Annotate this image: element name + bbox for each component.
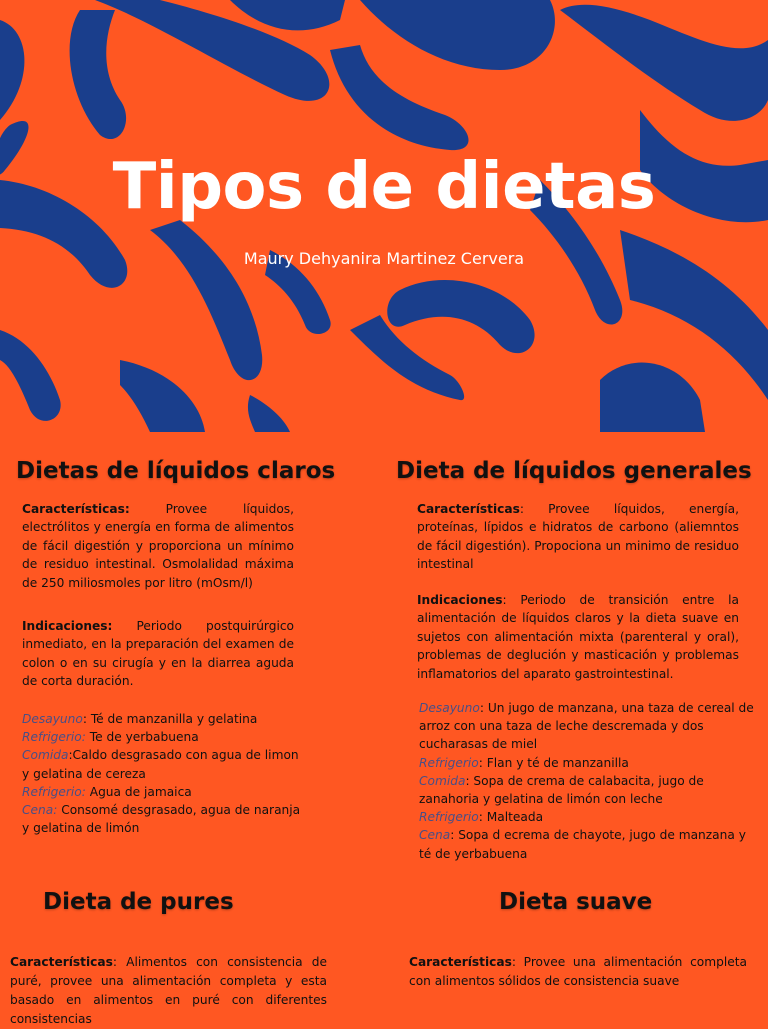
meal-label: Refrigerio: (22, 784, 86, 799)
menu-liquidos-claros (22, 710, 304, 837)
section-title-pures: Dieta de pures (43, 889, 234, 915)
meal-text: Un jugo de manzana, una taza de cereal de arroz con una taza de leche descremada y dos cucharasas de miel (419, 701, 754, 752)
meal-label: Refrigerio (419, 755, 479, 770)
caracteristicas-label: Características (417, 502, 520, 516)
caracteristicas-label: Características (10, 955, 113, 969)
menu-item: Refrigerio: Malteada (419, 810, 544, 825)
caracteristicas-label: Características: (22, 502, 130, 516)
caracteristicas-suave (409, 953, 747, 991)
menu-item: Desayuno: Un jugo de manzana, una taza de cereal de arroz con una taza de leche descremada y dos cucharasas de miel (419, 701, 754, 752)
caracteristicas-liquidos-generales (417, 500, 739, 574)
meal-label: Desayuno (22, 712, 83, 726)
meal-text: Malteada (486, 810, 544, 825)
caracteristicas-text: Provee líquidos, electrólitos y energía en forma de alimentos de fácil digestión y proporciona un mínimo de residuo intestinal. Osmolalidad máxima de 250 miliosmoles por litro (mOsm/l) (22, 502, 294, 590)
meal-label: Cena (419, 828, 451, 843)
caracteristicas-pures (10, 953, 327, 1029)
meal-text: Agua de jamaica (89, 784, 192, 799)
indicaciones-text: Periodo postquirúrgico inmediato, en la preparación del examen de colon o en su cirugía y en la diarrea aguda de corta duración. (22, 619, 294, 689)
menu-item (22, 783, 304, 801)
indicaciones-liquidos-generales (417, 591, 739, 683)
menu-item: Refrigerio: Flan y té de manzanilla (419, 755, 629, 770)
caracteristicas-label: Características (409, 955, 512, 969)
meal-label: Comida (419, 773, 466, 788)
section-title-liquidos-claros: Dietas de líquidos claros (16, 458, 336, 484)
menu-item (22, 728, 304, 746)
meal-text: Te de yerbabuena (89, 730, 199, 745)
indicaciones-label: Indicaciones: (22, 619, 113, 633)
meal-text: Caldo desgrasado con agua de limon y gelatina de cereza (22, 748, 299, 781)
caracteristicas-text: : Provee líquidos, energía, proteínas, lípidos e hidratos de carbono (aliemntos de fácil digestión). Propociona un minimo de residuo intestinal (417, 502, 739, 572)
meal-text: Sopa de crema de calabacita, jugo de zanahoria y gelatina de limón con leche (419, 773, 704, 807)
author-name: Maury Dehyanira Martinez Cervera (243, 249, 525, 268)
meal-label: Refrigerio (419, 810, 479, 825)
menu-item: Desayuno: Té de manzanilla y gelatina (22, 712, 258, 726)
meal-text: Consomé desgrasado, agua de naranja y gelatina de limón (22, 803, 301, 836)
menu-item: Comida: Sopa de crema de calabacita, jugo de zanahoria y gelatina de limón con leche (419, 773, 704, 807)
meal-text: Flan y té de manzanilla (486, 755, 629, 770)
caracteristicas-text: : Provee una alimentación completa con alimentos sólidos de consistencia suave (409, 955, 747, 988)
indicaciones-liquidos-claros (22, 617, 294, 691)
meal-label: Refrigerio: (22, 730, 86, 745)
indicaciones-text: : Periodo de transición entre la alimentación de líquidos claros y la dieta suave en sujetos con alimentación mixta (parenteral y oral), problemas de deglución y masticación y problemas inflamatorios del aparato gastrointestinal. (417, 593, 739, 681)
caracteristicas-liquidos-claros (22, 500, 294, 592)
hero-banner (0, 0, 768, 432)
section-title-liquidos-generales: Dieta de líquidos generales (396, 458, 752, 484)
menu-item: Comida:Caldo desgrasado con agua de limon y gelatina de cereza (22, 748, 299, 781)
caracteristicas-text: : Alimentos con consistencia de puré, provee una alimentación completa y esta basado en alimentos en puré con diferentes consistencias (10, 955, 327, 1026)
meal-label: Cena: (22, 803, 58, 818)
menu-liquidos-generales (419, 699, 755, 863)
meal-text: Sopa d ecrema de chayote, jugo de manzana y té de yerbabuena (419, 828, 746, 861)
indicaciones-label: Indicaciones (417, 593, 503, 607)
menu-item: Cena: Sopa d ecrema de chayote, jugo de manzana y té de yerbabuena (419, 828, 746, 861)
menu-item (22, 801, 304, 837)
meal-label: Desayuno (419, 701, 480, 715)
section-title-suave: Dieta suave (499, 889, 653, 915)
meal-label: Comida (22, 748, 69, 763)
meal-text: Té de manzanilla y gelatina (90, 712, 258, 726)
page-title: Tipos de dietas (112, 150, 656, 224)
